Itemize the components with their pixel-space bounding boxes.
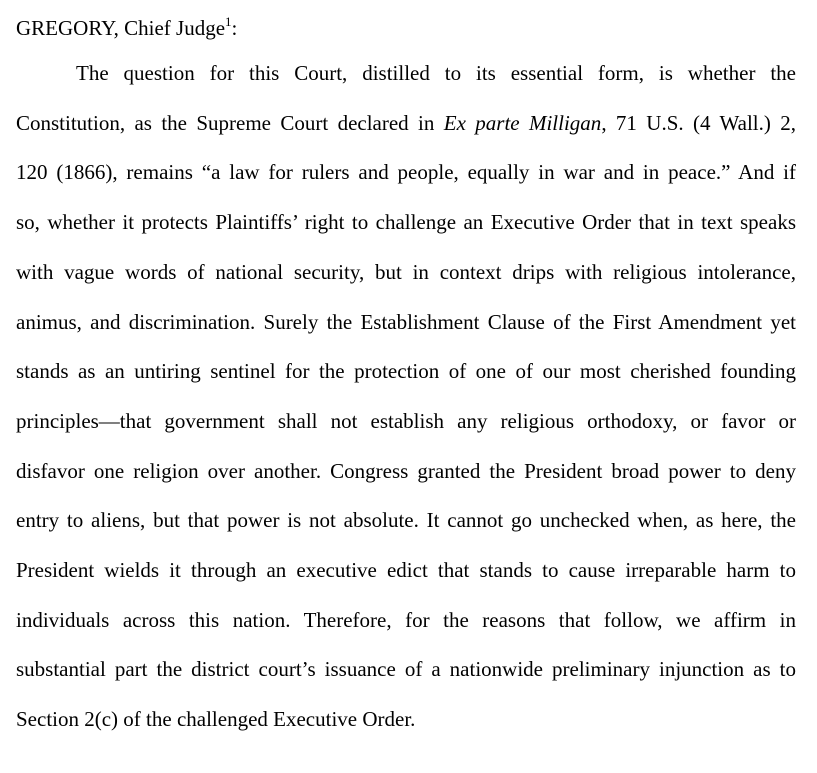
paragraph-line	[16, 108, 796, 138]
author-suffix: :	[231, 16, 238, 40]
paragraph-line	[16, 257, 796, 287]
line-text: President wields it through an executive edict that stands to cause irreparable harm to	[16, 558, 796, 582]
line-text: Constitution, as the Supreme Court declared in	[16, 111, 444, 135]
line-text: individuals across this nation. Therefore, for the reasons that follow, we affirm in	[16, 608, 796, 632]
paragraph-line	[16, 356, 796, 386]
paragraph-line	[16, 654, 796, 684]
paragraph-line	[16, 605, 796, 635]
paragraph-line	[16, 157, 796, 187]
paragraph-line	[16, 555, 796, 585]
paragraph-line	[76, 58, 796, 88]
line-text: animus, and discrimination. Surely the Establishment Clause of the First Amendment yet	[16, 310, 796, 334]
line-text: Section 2(c) of the challenged Executive Order.	[16, 707, 416, 731]
line-text: The question for this Court, distilled to its essential form, is whether the	[76, 61, 796, 85]
case-citation-italic: Ex parte Milligan	[443, 111, 602, 135]
line-text: disfavor one religion over another. Congress granted the President broad power to deny	[16, 459, 796, 483]
line-text: entry to aliens, but that power is not absolute. It cannot go unchecked when, as here, the	[16, 508, 796, 532]
paragraph-line	[16, 406, 796, 436]
paragraph-line	[16, 307, 796, 337]
paragraph-line	[16, 207, 796, 237]
line-text: with vague words of national security, but in context drips with religious intolerance,	[16, 260, 796, 284]
line-text: principles—that government shall not establish any religious orthodoxy, or favor or	[16, 409, 796, 433]
line-text: , 71 U.S. (4 Wall.) 2,	[601, 111, 796, 135]
author-name: GREGORY, Chief Judge	[16, 16, 226, 40]
footnote-marker: 1	[225, 14, 232, 29]
line-text: substantial part the district court’s issuance of a nationwide preliminary injunction as to	[16, 657, 796, 681]
paragraph-line	[16, 704, 796, 734]
line-text: 120 (1866), remains “a law for rulers and people, equally in war and in peace.” And if	[16, 160, 796, 184]
opinion-author-heading	[16, 8, 237, 43]
line-text: stands as an untiring sentinel for the protection of one of our most cherished founding	[16, 359, 796, 383]
paragraph-line	[16, 456, 796, 486]
paragraph-line	[16, 505, 796, 535]
line-text: so, whether it protects Plaintiffs’ right to challenge an Executive Order that in text speaks	[16, 210, 796, 234]
